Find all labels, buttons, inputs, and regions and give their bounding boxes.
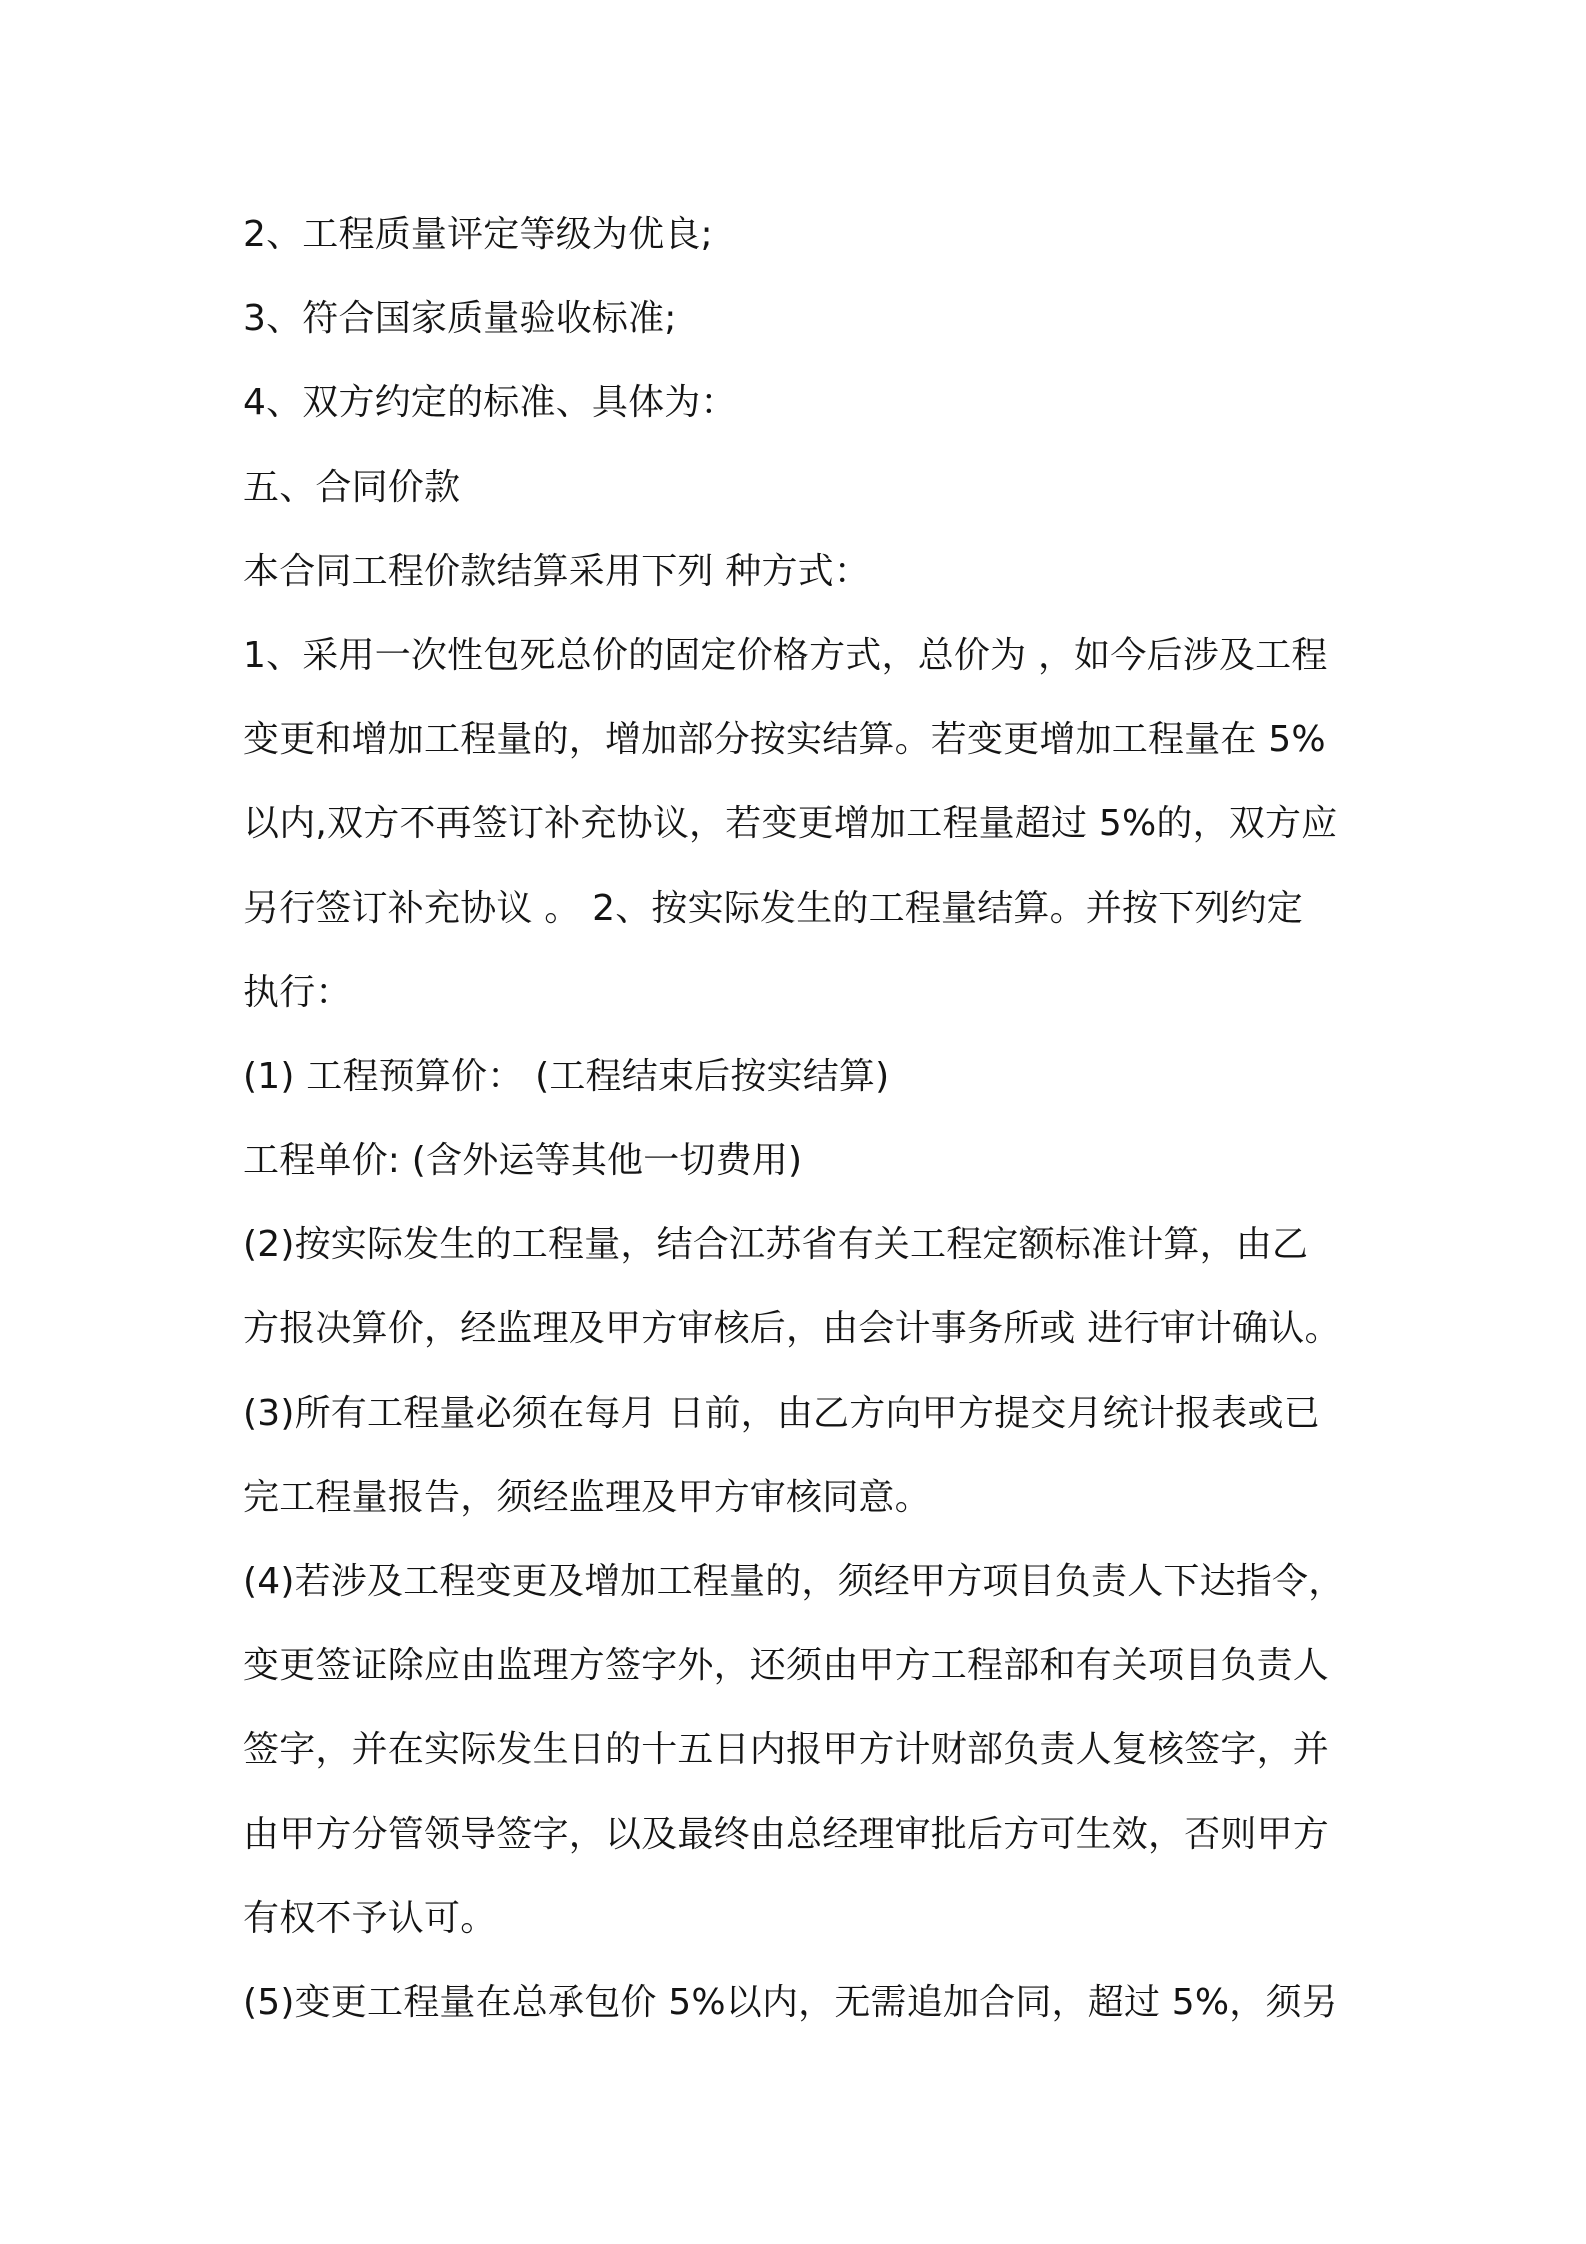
text-line-20: 由甲方分管领导签字，以及最终由总经理审批后方可生效，否则甲方 — [243, 1813, 1330, 1855]
section-heading: 五、合同价款 — [243, 466, 461, 508]
text-line-8: 以内,双方不再签订补充协议，若变更增加工程量超过 5%的，双方应 — [243, 803, 1338, 845]
document-body — [243, 193, 1368, 2045]
text-line-13: (2)按实际发生的工程量，结合江苏省有关工程定额标准计算，由乙 — [243, 1224, 1309, 1266]
text-line-15: (3)所有工程量必须在每月 日前，由乙方向甲方提交月统计报表或已 — [243, 1392, 1320, 1434]
text-line-17: (4)若涉及工程变更及增加工程量的，须经甲方项目负责人下达指令， — [243, 1561, 1345, 1602]
text-line-5: 本合同工程价款结算采用下列 种方式： — [243, 550, 871, 592]
text-line-6: 1、采用一次性包死总价的固定价格方式，总价为 ，如今后涉及工程 — [243, 634, 1328, 676]
text-line-14: 方报决算价，经监理及甲方审核后，由会计事务所或 进行审计确认。 — [243, 1308, 1341, 1350]
text-line-22: (5)变更工程量在总承包价 5%以内，无需追加合同，超过 5%，须另 — [243, 1981, 1338, 2023]
text-line-11: (1) 工程预算价： (工程结束后按实结算) — [243, 1055, 890, 1097]
text-line-2: 3、符合国家质量验收标准; — [243, 298, 677, 340]
text-line-3: 4、双方约定的标准、具体为： — [243, 382, 737, 424]
text-line-10: 执行： — [243, 971, 352, 1013]
text-line-21: 有权不予认可。 — [243, 1897, 497, 1939]
text-line-16: 完工程量报告，须经监理及甲方审核同意。 — [243, 1476, 931, 1518]
text-line-18: 变更签证除应由监理方签字外，还须由甲方工程部和有关项目负责人 — [243, 1645, 1330, 1687]
text-line-1: 2、工程质量评定等级为优良; — [243, 214, 713, 255]
text-line-7: 变更和增加工程量的，增加部分按实结算。若变更增加工程量在 5% — [243, 719, 1326, 761]
text-line-12: 工程单价: (含外运等其他一切费用) — [243, 1140, 803, 1182]
text-line-9: 另行签订补充协议 。 2、按实际发生的工程量结算。并按下列约定 — [243, 887, 1303, 929]
text-line-19: 签字，并在实际发生日的十五日内报甲方计财部负责人复核签字，并 — [243, 1729, 1330, 1771]
